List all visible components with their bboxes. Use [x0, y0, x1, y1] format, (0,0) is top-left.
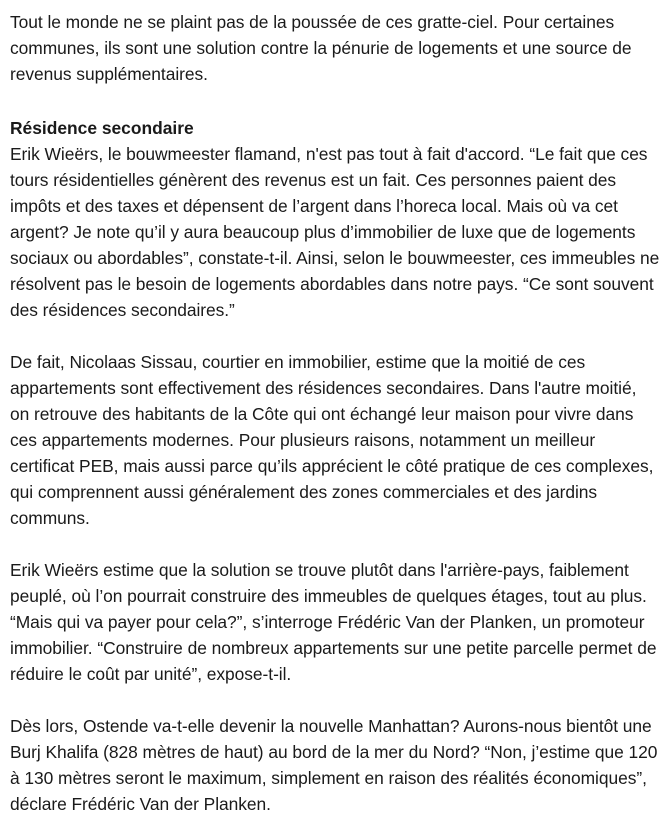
intro-paragraph: Tout le monde ne se plaint pas de la poussée de ces gratte-ciel. Pour certaines communes, ils sont une solution contre la pénurie de logements et une source de revenus supplémentaires.: [10, 12, 632, 84]
paragraph-spacer: [10, 687, 660, 713]
paragraph-spacer: [10, 87, 660, 113]
section-heading: Résidence secondaire: [10, 118, 194, 138]
paragraph-spacer: [10, 531, 660, 557]
paragraph-1: Erik Wieërs, le bouwmeester flamand, n'est pas tout à fait d'accord. “Le fait que ces tours résidentielles génèrent des revenus est un fait. Ces personnes paient des impôts et des taxes et dépensent de l’argent dans l’horeca local. Mais où va cet argent? Je note qu’il y aura beaucoup plus d’immobilier de luxe que de logements sociaux ou abordables”, constate-t-il. Ainsi, selon le bouwmeester, ces immeubles ne résolvent pas le besoin de logements abordables dans notre pays. “Ce sont souvent des résidences secondaires.”: [10, 144, 660, 320]
paragraph-3: Erik Wieërs estime que la solution se trouve plutôt dans l'arrière-pays, faiblement peuplé, où l’on pourrait construire des immeubles de quelques étages, tout au plus. “Mais qui va payer pour cela?”, s’interroge Frédéric Van der Planken, un promoteur immobilier. “Construire de nombreux appartements sur une petite parcelle permet de réduire le coût par unité”, expose-t-il.: [10, 560, 657, 684]
paragraph-4: Dès lors, Ostende va-t-elle devenir la nouvelle Manhattan? Aurons-nous bientôt une Burj Khalifa (828 mètres de haut) au bord de la mer du Nord? “Non, j’estime que 120 à 130 mètres seront le maximum, simplement en raison des réalités économiques”, déclare Frédéric Van der Planken.: [10, 716, 658, 814]
paragraph-spacer: [10, 323, 660, 349]
paragraph-2: De fait, Nicolaas Sissau, courtier en immobilier, estime que la moitié de ces appartements sont effectivement des résidences secondaires. Dans l'autre moitié, on retrouve des habitants de la Côte qui ont échangé leur maison pour vivre dans ces appartements modernes. Pour plusieurs raisons, notamment un meilleur certificat PEB, mais aussi parce qu’ils apprécient le côté pratique de ces complexes, qui comprennent aussi généralement des zones commerciales et des jardins communs.: [10, 352, 654, 528]
